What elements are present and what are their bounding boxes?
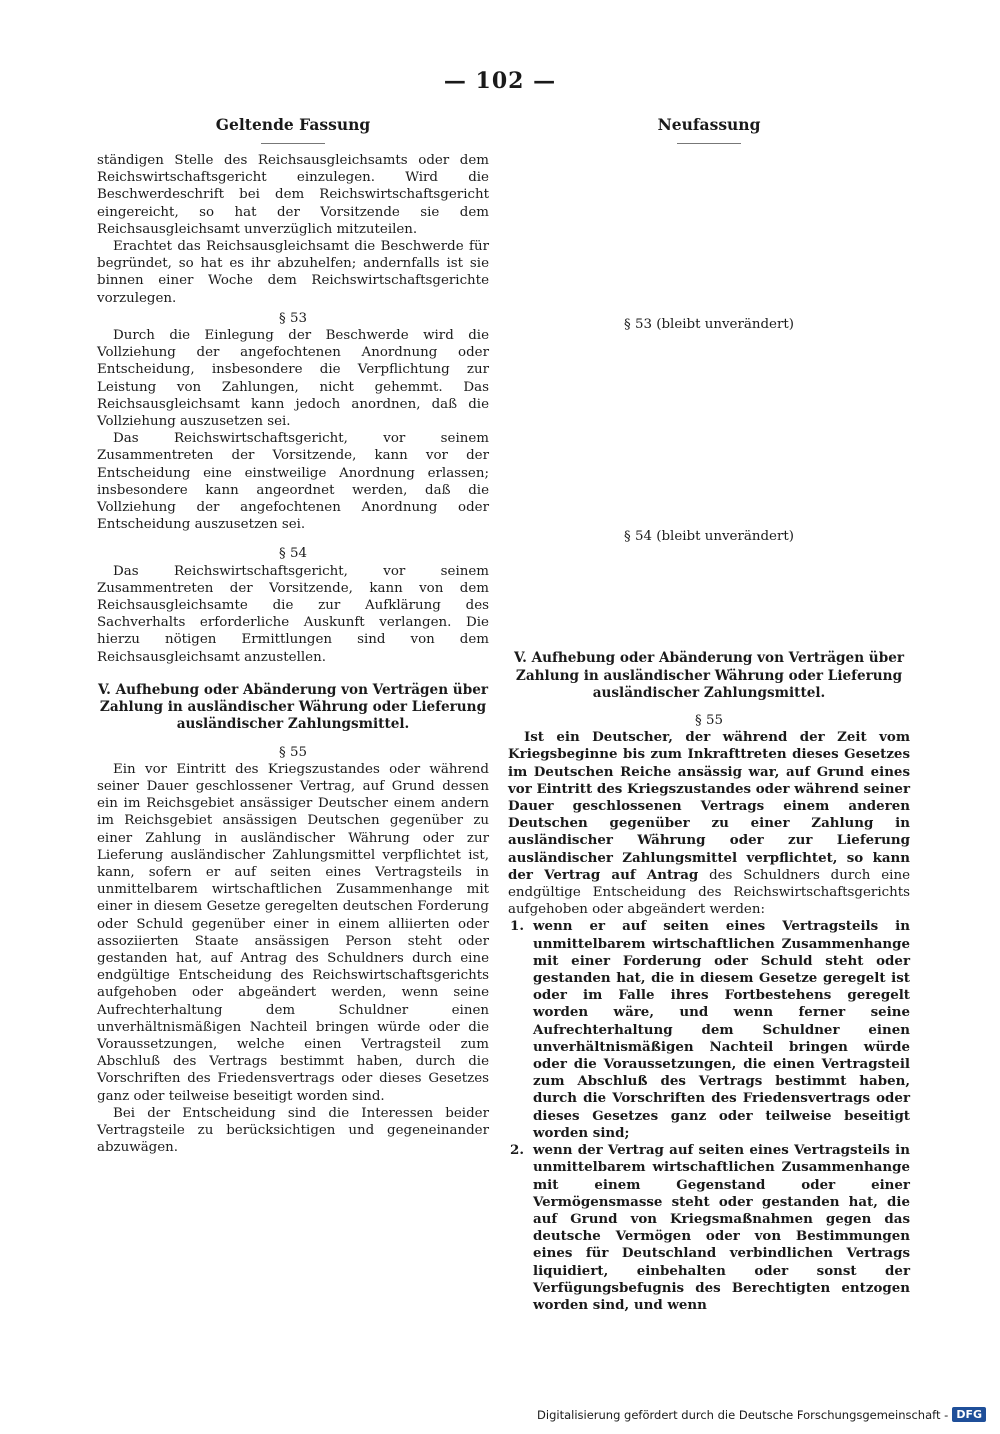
paragraph: Durch die Einlegung der Beschwerde wird die Vollziehung der angefochtenen Anordnung oder Entscheidung, insbesondere die Verpflichtung zur Leistung von Zahlungen, nicht gehemmt. Das Reichsausgleichsamt kann jedoch anordnen, daß die Vollziehung auszusetzen sei. xyxy=(97,328,489,430)
column-new-version xyxy=(508,112,910,1314)
list-number: 2. xyxy=(510,1142,524,1159)
paragraph: Das Reichswirtschaftsgericht, vor seinem Zusammentreten der Vorsitzende, kann vor der Entscheidung eine einstweilige Anordnung erlassen; insbesondere kann angeordnet werden, daß die Vollziehung der angefochtenen Anordnung oder Entscheidung auszusetzen sei. xyxy=(97,431,489,533)
column-current-version xyxy=(97,112,489,1156)
footer-credit xyxy=(537,1407,986,1422)
paragraph-53-unchanged: § 53 (bleibt unverändert) xyxy=(624,317,794,332)
condition-list xyxy=(508,918,910,1314)
section-title-v: V. Aufhebung oder Abänderung von Verträgen über Zahlung in ausländischer Währung oder Lieferung ausländischer Zahlungsmittel. xyxy=(513,650,905,701)
paragraph xyxy=(508,729,910,918)
paragraph-number-55: § 55 xyxy=(279,744,307,760)
paragraph-54-unchanged: § 54 (bleibt unverändert) xyxy=(624,529,794,545)
dfg-logo: DFG xyxy=(952,1407,986,1422)
column-heading-current-text: Geltende Fassung xyxy=(215,115,371,134)
list-item-text: wenn er auf seiten eines Vertragsteils in unmittelbarem wirtschaftlichen Zusammenhange mit einer Forderung oder Schuld steht oder gestanden hat, die in diesem Gesetze geregelt ist oder im Falle ihres Fortbestehens geregelt worden wäre, und wenn ferner seine Aufrechterhaltung dem Schuldner einen unverhältnismäßigen Nachteil bringen würde oder die Voraussetzungen, die einen Vertragsteil zum Abschluß des Vertrags bestimmt haben, durch die Vorschriften des Friedensvertrags oder dieses Gesetzes ganz oder teilweise beseitigt worden sind; xyxy=(533,918,910,1141)
list-number: 1. xyxy=(510,918,524,935)
column-heading-new-text: Neufassung xyxy=(657,115,761,134)
list-item xyxy=(508,918,910,1142)
column-heading-new xyxy=(508,112,910,142)
paragraph: Das Reichswirtschaftsgericht, vor seinem Zusammentreten der Vorsitzende, kann von dem Reichsausgleichsamte die zur Aufklärung des Sachverhalts erforderliche Auskunft verlangen. Die hierzu nötigen Ermittlungen sind von dem Reichsausgleichsamt anzustellen. xyxy=(97,563,489,665)
page-number: — 102 — xyxy=(443,68,557,94)
paragraph: Bei der Entscheidung sind die Interessen beider Vertragsteile zu berücksichtigen und gegeneinander abzuwägen. xyxy=(97,1105,489,1156)
heading-rule xyxy=(677,143,741,144)
heading-rule xyxy=(261,143,325,144)
paragraph-number-54: § 54 xyxy=(279,546,307,562)
list-item-text: wenn der Vertrag auf seiten eines Vertragsteils in unmittelbarem wirtschaftlichen Zusammenhange mit einem Gegenstand oder einer Vermögensmasse steht oder gestanden hat, die auf Grund von Kriegsmaßnahmen gegen das deutsche Vermögen oder von Bestimmungen eines für Deutschland verbindlichen Vertrags liquidiert, einbehalten oder sonst der Verfügungsbefugnis des Berechtigten entzogen worden sind, und wenn xyxy=(533,1142,910,1313)
paragraph: Erachtet das Reichsausgleichsamt die Beschwerde für begründet, so hat es ihr abzuhelfen; andernfalls ist sie binnen einer Woche dem Reichswirtschaftsgerichte vorzulegen. xyxy=(97,239,489,306)
footer-text: Digitalisierung gefördert durch die Deutsche Forschungsgemeinschaft - xyxy=(537,1407,949,1422)
section-title-v: V. Aufhebung oder Abänderung von Verträgen über Zahlung in ausländischer Währung oder Lieferung ausländischer Zahlungsmittel. xyxy=(97,681,489,733)
unchanged-text: des Schuldners durch eine endgültige Entscheidung des Reichswirtschaftsgerichts aufgehoben oder abgeändert werden: xyxy=(508,867,910,918)
paragraph: ständigen Stelle des Reichsausgleichsamts oder dem Reichswirtschaftsgericht einzulegen. Wird die Beschwerdeschrift bei dem Reichswirtschaftsgericht eingereicht, so hat der Vorsitzende sie dem Reichsausgleichsamt unverzüglich mitzuteilen. xyxy=(97,153,489,237)
paragraph-number-53: § 53 xyxy=(279,310,307,326)
column-heading-current xyxy=(97,112,489,142)
amended-text: Ist ein Deutscher, der während der Zeit vom Kriegsbeginne bis zum Inkrafttreten dieses Gesetzes im Deutschen Reiche ansässig war, auf Grund eines vor Eintritt des Kriegszustandes oder während seiner Dauer geschlossenen Vertrags einem anderen Deutschen gegenüber zu einer Zahlung in ausländischer Währung oder zur Lieferung ausländischer Zahlungsmittel verpflichtet, so kann der Vertrag auf Antrag xyxy=(508,729,910,883)
paragraph: Ein vor Eintritt des Kriegszustandes oder während seiner Dauer geschlossener Vertrag, auf Grund dessen ein im Reichsgebiet ansässiger Deutscher einem andern im Reichsgebiet ansässigen Deutschen gegenüber zu einer Zahlung in ausländischer Währung oder zur Lieferung ausländischer Zahlungsmittel verpflichtet ist, kann, sofern er auf seiten eines Vertragsteils in unmittelbarem wirtschaftlichen Zusammenhange mit einer in diesem Gesetze geregelten deutschen Forderung oder Schuld gegenüber einer in einem alliierten oder assoziierten Staate ansässigen Person steht oder gestanden hat, auf Antrag des Schuldners durch eine endgültige Entscheidung des Reichswirtschaftsgerichts aufgehoben oder abgeändert werden, wenn seine Aufrechterhaltung dem Schuldner einen unverhältnismäßigen Nachteil bringen würde oder die Voraussetzungen, welche einen Vertragsteil zum Abschluß des Vertrags bestimmt haben, durch die Vorschriften des Friedensvertrags oder dieses Gesetzes ganz oder teilweise beseitigt worden sind. xyxy=(97,761,489,1104)
paragraph-number-55: § 55 xyxy=(695,713,723,729)
list-item xyxy=(508,1142,910,1314)
